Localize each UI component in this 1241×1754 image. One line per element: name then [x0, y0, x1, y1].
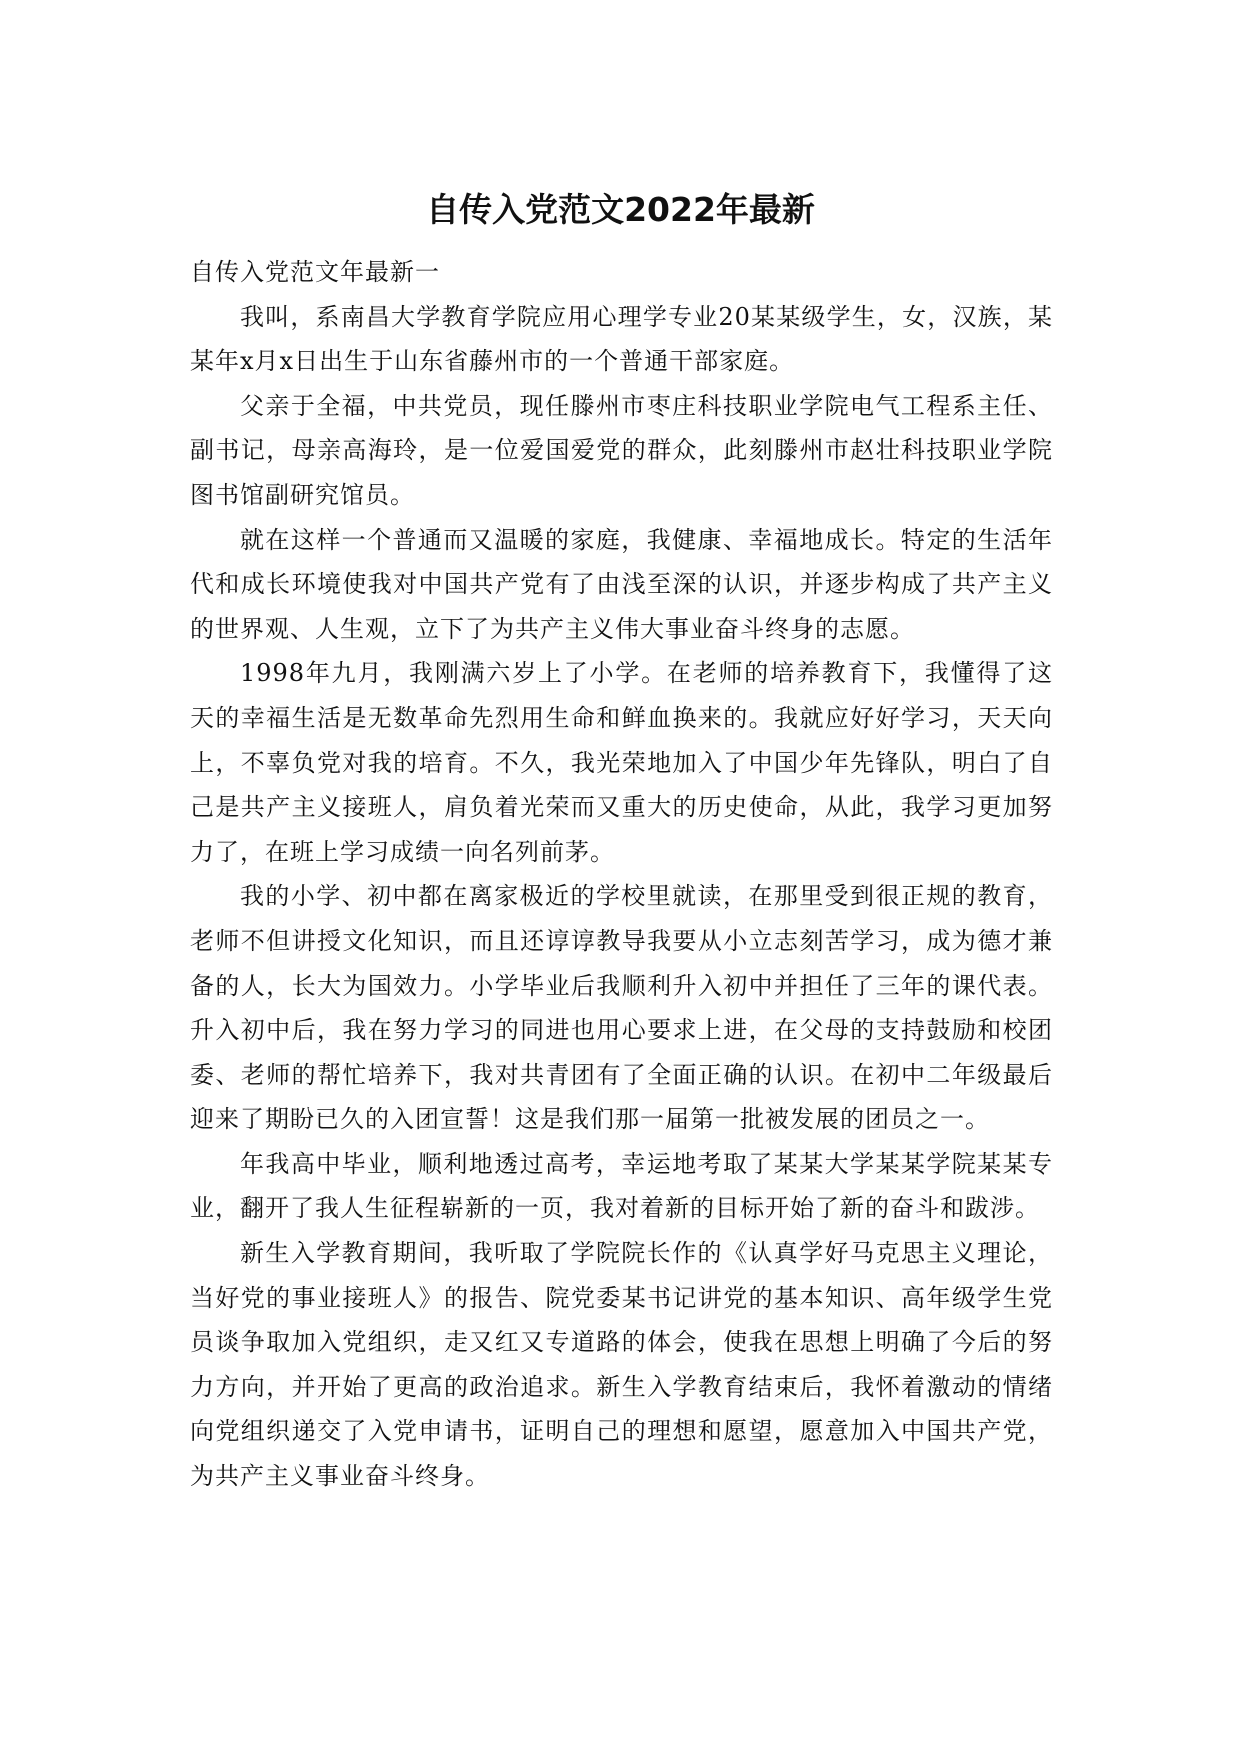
- section-heading: 自传入党范文年最新一: [190, 258, 440, 286]
- paragraph-6: 年我高中毕业，顺利地透过高考，幸运地考取了某某大学某某学院某某专业，翻开了我人生征程崭新的一页，我对着新的目标开始了新的奋斗和跋涉。: [190, 1149, 1053, 1223]
- paragraph-7: 新生入学教育期间，我听取了学院院长作的《认真学好马克思主义理论，当好党的事业接班人》的报告、院党委某书记讲党的基本知识、高年级学生党员谈争取加入党组织，走又红又专道路的体会，使我在思想上明确了今后的努力方向，并开始了更高的政治追求。新生入学教育结束后，我怀着激动的情绪向党组织递交了入党申请书，证明自己的理想和愿望，愿意加入中国共产党，为共产主义事业奋斗终身。: [190, 1239, 1053, 1491]
- document-title: 自传入党范文2022年最新: [426, 190, 815, 229]
- paragraph-2: 父亲于全福，中共党员，现任滕州市枣庄科技职业学院电气工程系主任、副书记，母亲高海玲，是一位爱国爱党的群众，此刻滕州市赵壮科技职业学院图书馆副研究馆员。: [190, 391, 1053, 509]
- document-body: [190, 250, 1053, 1499]
- paragraph-1: 我叫，系南昌大学教育学院应用心理学专业20某某级学生，女，汉族，某某年x月x日出生于山东省藤州市的一个普通干部家庭。: [190, 302, 1053, 376]
- paragraph-3: 就在这样一个普通而又温暖的家庭，我健康、幸福地成长。特定的生活年代和成长环境使我对中国共产党有了由浅至深的认识，并逐步构成了共产主义的世界观、人生观，立下了为共产主义伟大事业奋斗终身的志愿。: [190, 525, 1053, 643]
- paragraph-4: 1998年九月，我刚满六岁上了小学。在老师的培养教育下，我懂得了这天的幸福生活是无数革命先烈用生命和鲜血换来的。我就应好好学习，天天向上，不辜负党对我的培育。不久，我光荣地加入了中国少年先锋队，明白了自己是共产主义接班人，肩负着光荣而又重大的历史使命，从此，我学习更加努力了，在班上学习成绩一向名列前茅。: [190, 659, 1053, 866]
- paragraph-5: 我的小学、初中都在离家极近的学校里就读，在那里受到很正规的教育，老师不但讲授文化知识，而且还谆谆教导我要从小立志刻苦学习，成为德才兼备的人，长大为国效力。小学毕业后我顺利升入初中并担任了三年的课代表。升入初中后，我在努力学习的同进也用心要求上进，在父母的支持鼓励和校团委、老师的帮忙培养下，我对共青团有了全面正确的认识。在初中二年级最后迎来了期盼已久的入团宣誓！这是我们那一届第一批被发展的团员之一。: [190, 882, 1053, 1134]
